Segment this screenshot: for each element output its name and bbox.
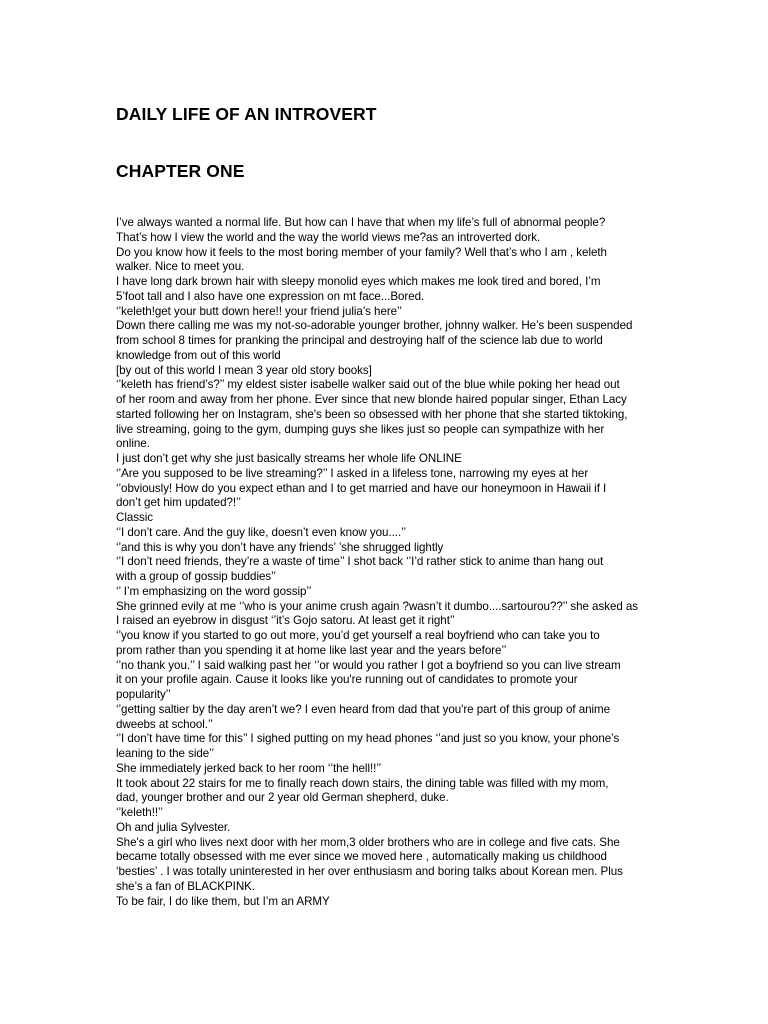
text-line: she’s a fan of BLACKPINK. — [116, 879, 256, 893]
text-line: ‘’no thank you.’’ I said walking past her ‘’or would you rather I got a boyfriend so you can live stream — [116, 658, 621, 672]
text-line: ‘’keleth has friend’s?’’ my eldest sister isabelle walker said out of the blue while poking her head out — [116, 378, 620, 392]
text-line: ‘’keleth!get your butt down here!! your friend julia’s here’’ — [116, 304, 402, 318]
text-line: She's a girl who lives next door with her mom,3 older brothers who are in college and five cats. She — [116, 835, 620, 849]
text-line: She grinned evily at me ‘’who is your anime crush again ?wasn’t it dumbo....sartourou??’’ she asked as — [116, 599, 639, 613]
text-line: I have long dark brown hair with sleepy monolid eyes which makes me look tired and bored, I’m — [116, 275, 601, 288]
text-line: leaning to the side’’ — [116, 747, 215, 760]
text-line: live streaming, going to the gym, dumping guys she likes just so people can sympathize with her — [116, 422, 605, 436]
text-line: Classic — [116, 511, 154, 524]
text-line: ‘’I don’t care. And the guy like, doesn’t even know you....’’ — [116, 525, 406, 539]
text-line: with a group of gossip buddies’’ — [116, 570, 276, 583]
text-line: I just don’t get why she just basically streams her whole life ONLINE — [116, 452, 462, 465]
text-line: of her room and away from her phone. Ever since that new blonde haired popular singer, Ethan Lacy — [116, 393, 627, 406]
text-line: became totally obsessed with me ever since we moved here , automatically making us childhood — [116, 850, 607, 864]
text-line: online. — [116, 437, 150, 451]
text-line: ‘besties’ . I was totally uninterested in her over enthusiasm and boring talks about Korean men. Plus — [116, 865, 623, 878]
book-title: DAILY LIFE OF AN INTROVERT — [116, 104, 377, 124]
text-line: walker. Nice to meet you. — [116, 260, 245, 274]
text-line: Down there calling me was my not-so-adorable younger brother, johnny walker. He’s been suspended — [116, 319, 633, 333]
text-line: ‘’Are you supposed to be live streaming?’’ I asked in a lifeless tone, narrowing my eyes at her — [116, 466, 589, 480]
text-line: ‘’getting saltier by the day aren’t we? I even heard from dad that you're part of this group of anime — [116, 702, 611, 716]
text-line: That’s how I view the world and the way the world views me?as an introverted dork. — [116, 230, 541, 244]
text-line: knowledge from out of this world — [116, 348, 281, 362]
text-line: ‘’and this is why you don’t have any friends’ ’she shrugged lightly — [116, 540, 444, 554]
text-line: dweebs at school.’’ — [116, 717, 213, 731]
text-line: Oh and julia Sylvester. — [116, 820, 231, 834]
text-line: Do you know how it feels to the most boring member of your family? Well that’s who I am , keleth — [116, 245, 607, 259]
text-line: dad, younger brother and our 2 year old German shepherd, duke. — [116, 791, 449, 805]
text-line: popularity’’ — [116, 688, 171, 701]
text-line: To be fair, I do like them, but I’m an ARMY — [116, 894, 330, 908]
text-line: it on your profile again. Cause it looks like you're running out of candidates to promote your — [116, 673, 578, 687]
text-line: I’ve always wanted a normal life. But how can I have that when my life’s full of abnormal people? — [116, 216, 606, 229]
text-line: prom rather than you spending it at home like last year and the years before’’ — [116, 643, 507, 657]
text-line: ‘’I don’t have time for this’’ I sighed putting on my head phones ‘’and just so you know, your phone’s — [116, 732, 620, 746]
text-line: ‘’I don’t need friends, they’re a waste of time’’ I shot back ‘’I’d rather stick to anime than hang out — [116, 555, 604, 569]
chapter-body — [116, 216, 661, 909]
text-line: 5’foot tall and I also have one expression on mt face...Bored. — [116, 289, 425, 303]
text-line: I raised an eyebrow in disgust ‘’it’s Gojo satoru. At least get it right’’ — [116, 614, 455, 628]
text-line: started following her on Instagram, she's been so obsessed with her phone that she started tiktoking, — [116, 407, 628, 421]
text-line: [by out of this world I mean 3 year old story books] — [116, 363, 372, 377]
text-line: ‘’you know if you started to go out more, you’d get yourself a real boyfriend who can take you to — [116, 629, 600, 642]
text-line: ‘’obviously! How do you expect ethan and I to get married and have our honeymoon in Hawaii if I — [116, 481, 607, 495]
chapter-title: CHAPTER ONE — [116, 161, 245, 181]
text-line: from school 8 times for pranking the principal and destroying half of the science lab due to world — [116, 334, 603, 347]
text-line: It took about 22 stairs for me to finally reach down stairs, the dining table was filled with my mom, — [116, 776, 609, 790]
text-line: She immediately jerked back to her room ‘’the hell!!’’ — [116, 761, 382, 775]
text-line: don’t get him updated?!’’ — [116, 496, 241, 510]
text-line: ‘’keleth!!’’ — [116, 806, 163, 819]
text-line: ‘’ I’m emphasizing on the word gossip’’ — [116, 584, 312, 598]
